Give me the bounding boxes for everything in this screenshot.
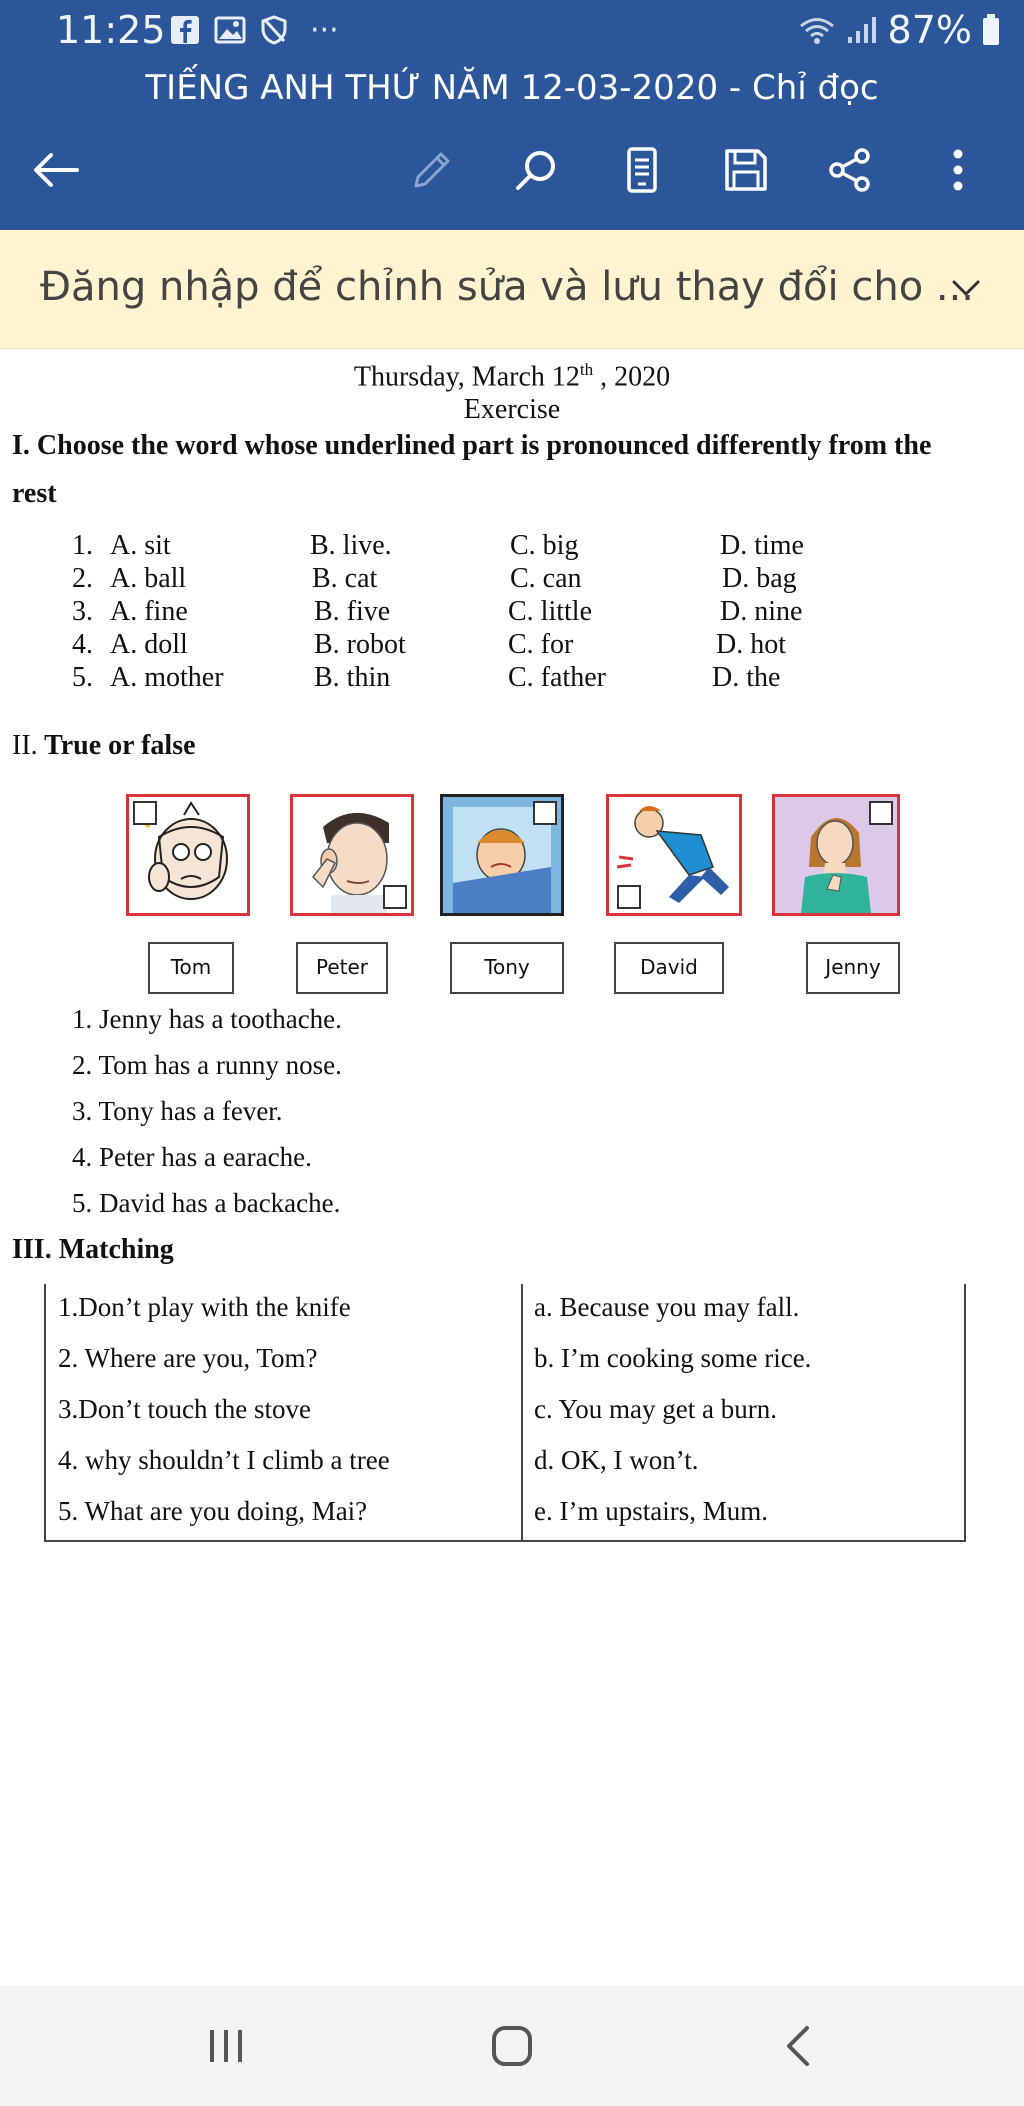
reading-view-icon xyxy=(622,146,662,194)
more-dots-icon: ··· xyxy=(310,12,339,48)
shield-icon xyxy=(260,15,288,45)
sign-in-banner[interactable] xyxy=(0,230,1024,349)
back-arrow-icon xyxy=(31,150,81,190)
name-label-tom: Tom xyxy=(148,942,234,994)
mc-question: 3. A. fine B. five C. little D. nine xyxy=(72,596,803,627)
share-icon xyxy=(826,146,874,194)
match-right-item: d. OK, I won’t. xyxy=(534,1445,699,1475)
more-options-button[interactable] xyxy=(918,130,998,210)
recent-apps-icon xyxy=(204,2026,248,2066)
home-icon xyxy=(490,2024,534,2068)
search-icon xyxy=(512,146,560,194)
nav-back-button[interactable] xyxy=(758,2006,838,2086)
back-icon xyxy=(783,2024,813,2068)
banner-message: Đăng nhập để chỉnh sửa và lưu thay đổi cho ... xyxy=(40,264,975,310)
answer-checkbox[interactable] xyxy=(133,801,157,825)
answer-checkbox[interactable] xyxy=(533,801,557,825)
picture-david xyxy=(606,794,742,916)
match-right-item: e. I’m upstairs, Mum. xyxy=(534,1496,768,1526)
match-right-item: b. I’m cooking some rice. xyxy=(534,1343,812,1373)
name-label-david: David xyxy=(614,942,724,994)
name-label-peter: Peter xyxy=(296,942,388,994)
tf-statement: 1. Jenny has a toothache. xyxy=(72,1004,342,1034)
section3-title: III. Matching xyxy=(12,1234,174,1265)
search-button[interactable] xyxy=(496,130,576,210)
status-time: 11:25 xyxy=(56,8,166,52)
status-right xyxy=(798,8,1000,52)
answer-checkbox[interactable] xyxy=(383,885,407,909)
match-right-item: a. Because you may fall. xyxy=(534,1292,800,1322)
signal-icon xyxy=(846,15,878,45)
status-bar xyxy=(0,0,1024,60)
recent-apps-button[interactable] xyxy=(186,2006,266,2086)
more-icon xyxy=(948,146,968,194)
battery-percent: 87% xyxy=(887,8,972,52)
picture-tom xyxy=(126,794,250,916)
section2-title: II. True or false xyxy=(12,730,196,761)
picture-jenny xyxy=(772,794,900,916)
name-label-tony: Tony xyxy=(450,942,564,994)
mc-question: 2. A. ball B. cat C. can D. bag xyxy=(72,563,797,594)
reading-view-button[interactable] xyxy=(602,130,682,210)
tf-statement: 3. Tony has a fever. xyxy=(72,1096,283,1126)
back-button[interactable] xyxy=(16,130,96,210)
table-divider xyxy=(521,1284,523,1540)
picture-peter xyxy=(290,794,414,916)
date-superscript: th xyxy=(579,360,594,379)
match-left-item: 1.Don’t play with the knife xyxy=(58,1292,351,1322)
match-left-item: 5. What are you doing, Mai? xyxy=(58,1496,368,1526)
match-left-item: 3.Don’t touch the stove xyxy=(58,1394,311,1424)
doc-date: Thursday, March 12th , 2020 xyxy=(353,360,671,393)
section1-title-cont: rest xyxy=(12,478,57,509)
tf-statement: 5. David has a backache. xyxy=(72,1188,341,1218)
matching-table xyxy=(44,1284,966,1542)
system-nav-bar xyxy=(0,1986,1024,2106)
chevron-down-icon xyxy=(951,278,981,298)
home-button[interactable] xyxy=(472,2006,552,2086)
share-button[interactable] xyxy=(810,130,890,210)
battery-icon xyxy=(982,14,1000,46)
wifi-icon xyxy=(798,15,836,45)
document-title: TIẾNG ANH THỨ NĂM 12-03-2020 - Chỉ đọc xyxy=(145,68,879,108)
mc-question: 5. A. mother B. thin C. father D. the xyxy=(72,662,781,693)
picture-tony xyxy=(440,794,564,916)
save-button[interactable] xyxy=(706,130,786,210)
banner-expand-button[interactable] xyxy=(938,260,994,316)
answer-checkbox[interactable] xyxy=(617,885,641,909)
section1-title: I. Choose the word whose underlined part is pronounced differently from the xyxy=(12,430,932,461)
gallery-icon xyxy=(214,16,246,44)
tf-statement: 4. Peter has a earache. xyxy=(72,1142,312,1172)
match-left-item: 2. Where are you, Tom? xyxy=(58,1343,318,1373)
mc-question: 4. A. doll B. robot C. for D. hot xyxy=(72,629,786,660)
facebook-icon xyxy=(170,15,200,45)
mc-question: 1. A. sit B. live. C. big D. time xyxy=(72,530,804,561)
notification-icons xyxy=(170,14,339,46)
toolbar xyxy=(0,130,1024,210)
match-right-item: c. You may get a burn. xyxy=(534,1394,777,1424)
document-page[interactable] xyxy=(0,350,1024,1980)
answer-checkbox[interactable] xyxy=(869,801,893,825)
tf-statement: 2. Tom has a runny nose. xyxy=(72,1050,342,1080)
doc-subtitle: Exercise xyxy=(463,394,561,425)
name-label-jenny: Jenny xyxy=(806,942,900,994)
save-icon xyxy=(722,146,770,194)
edit-button[interactable] xyxy=(392,130,472,210)
app-header xyxy=(0,0,1024,230)
match-left-item: 4. why shouldn’t I climb a tree xyxy=(58,1445,390,1475)
pencil-icon xyxy=(408,146,456,194)
